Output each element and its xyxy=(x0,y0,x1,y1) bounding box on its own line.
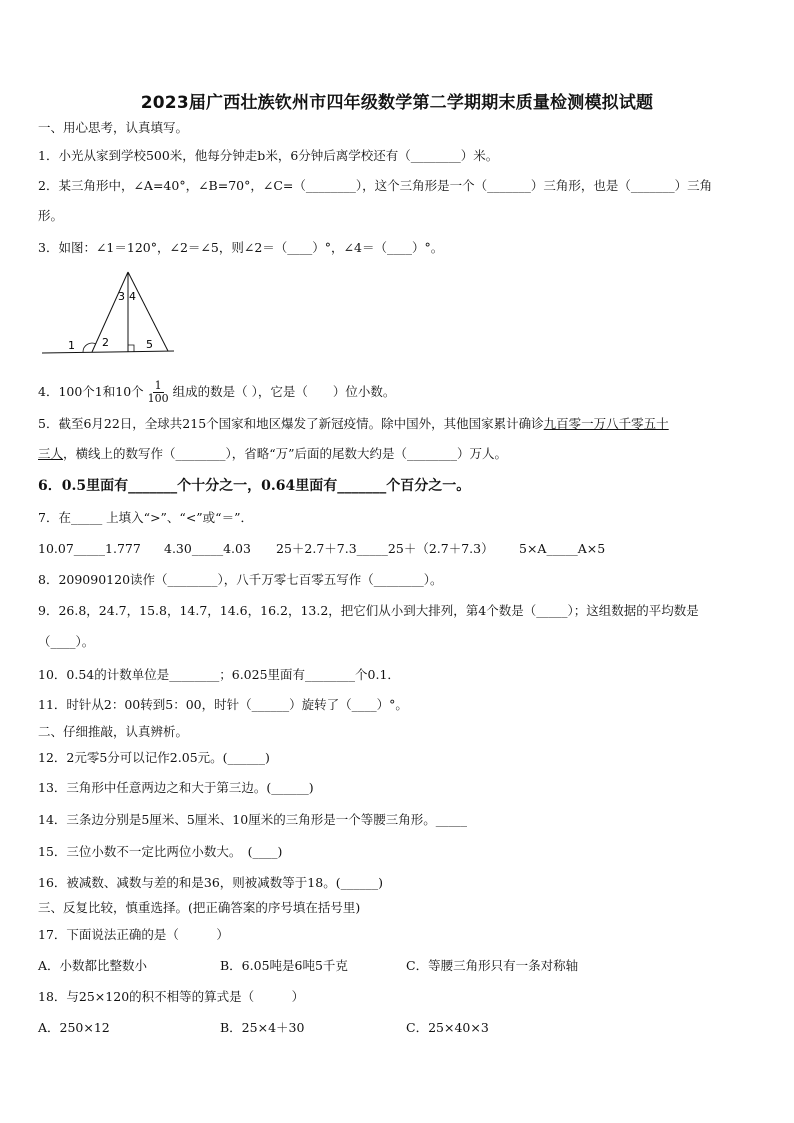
triangle-left-side xyxy=(92,272,128,352)
triangle-figure xyxy=(38,266,178,358)
option-c: C．25×40×3 xyxy=(406,1020,489,1035)
question-18: 18．与25×120的积不相等的算式是（ ） xyxy=(38,989,305,1004)
question-2-line-2: 形。 xyxy=(38,208,64,223)
question-5-text-end: ，横线上的数写作（________），省略“万”后面的尾数大约是（________）万人。 xyxy=(63,446,508,461)
question-7-item-1: 10.07_____1.777 xyxy=(38,541,141,556)
section-heading-2: 二、仔细推敲，认真辨析。 xyxy=(38,724,189,739)
question-7: 7．在_____ 上填入“>”、“<”或“＝”． xyxy=(38,510,253,525)
question-7-item-4: 5×A_____A×5 xyxy=(519,541,606,556)
option-a: A．250×12 xyxy=(38,1020,110,1035)
question-4-suffix: 组成的数是（ ），它是（ ）位小数。 xyxy=(172,384,396,399)
question-7-items xyxy=(38,541,605,557)
question-5-underlined-number: 九百零一万八千零五十 xyxy=(543,416,669,431)
angle-label-4: 4 xyxy=(129,290,136,303)
question-4-prefix: 4．100个1和10个 xyxy=(38,384,144,399)
question-12: 12．2元零5分可以记作2.05元。(______) xyxy=(38,750,270,765)
fraction-numerator: 1 xyxy=(154,379,162,392)
question-13: 13．三角形中任意两边之和大于第三边。(______) xyxy=(38,780,314,795)
question-5-underlined-number-end: 三人 xyxy=(38,446,64,461)
question-11: 11．时针从2：00转到5：00，时针（______）旋转了（____）°。 xyxy=(38,697,408,712)
question-16: 16．被减数、减数与差的和是36，则被减数等于18。(______) xyxy=(38,875,383,890)
question-14: 14．三条边分别是5厘米、5厘米、10厘米的三角形是一个等腰三角形。_____ xyxy=(38,812,467,827)
question-5-line-2 xyxy=(38,446,507,462)
right-angle-mark xyxy=(128,345,134,352)
question-17-options xyxy=(38,958,578,974)
option-a: A．小数都比整数小 xyxy=(38,958,148,973)
section-heading-1: 一、用心思考，认真填写。 xyxy=(38,120,189,135)
angle-label-5: 5 xyxy=(146,338,153,351)
angle-label-3: 3 xyxy=(118,290,125,303)
option-c: C．等腰三角形只有一条对称轴 xyxy=(406,958,579,973)
angle-label-2: 2 xyxy=(102,336,109,349)
fraction xyxy=(146,380,171,405)
question-7-item-2: 4.30_____4.03 xyxy=(164,541,251,556)
question-9-line-2: （____）。 xyxy=(38,634,95,649)
question-18-options xyxy=(38,1020,489,1036)
option-b: B．25×4＋30 xyxy=(220,1020,305,1035)
page-title: 2023届广西壮族钦州市四年级数学第二学期期末质量检测模拟试题 xyxy=(140,93,654,113)
angle-label-1: 1 xyxy=(68,339,75,352)
base-line xyxy=(42,351,174,353)
question-10: 10．0.54的计数单位是________；6.025里面有________个0.1． xyxy=(38,667,400,682)
section-heading-3: 三、反复比较，慎重选择。(把正确答案的序号填在括号里) xyxy=(38,900,361,915)
question-9-line-1: 9．26.8，24.7，15.8，14.7，14.6，16.2，13.2，把它们从小到大排列，第4个数是（_____）；这组数据的平均数是 xyxy=(38,603,699,618)
question-2-line-1: 2．某三角形中，∠A=40°，∠B=70°，∠C=（________），这个三角形是一个（_______）三角形，也是（_______）三角 xyxy=(38,178,713,193)
option-b: B．6.05吨是6吨5千克 xyxy=(220,958,348,973)
question-6: 6．0.5里面有_______个十分之一，0.64里面有_______个百分之一。 xyxy=(38,478,471,494)
question-7-item-3: 25＋2.7＋7.3_____25＋（2.7＋7.3） xyxy=(276,541,494,556)
question-15: 15．三位小数不一定比两位小数大。 (____) xyxy=(38,844,283,859)
question-17: 17．下面说法正确的是（ ） xyxy=(38,927,229,942)
fraction-denominator: 100 xyxy=(147,392,169,405)
question-8: 8．209090120读作（________），八千万零七百零五写作（________）。 xyxy=(38,572,443,587)
question-1: 1．小光从家到学校500米，他每分钟走b米，6分钟后离学校还有（________）米。 xyxy=(38,148,499,163)
question-3: 3．如图：∠1＝120°，∠2＝∠5，则∠2＝（____）°，∠4＝（____）°。 xyxy=(38,240,444,255)
question-5-text: 5．截至6月22日，全球共215个国家和地区爆发了新冠疫情。除中国外，其他国家累计确诊 xyxy=(38,416,544,431)
question-4 xyxy=(38,380,395,405)
question-5-line-1 xyxy=(38,416,669,432)
